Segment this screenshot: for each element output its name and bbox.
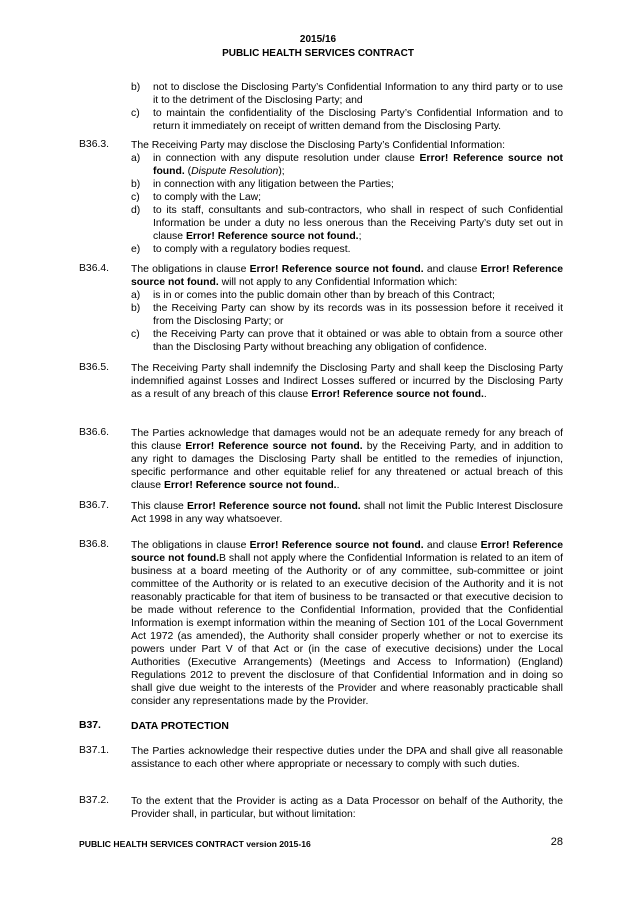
list-item: c) the Receiving Party can prove that it obtained or was able to obtain from a source other than the Disclosing Party without breaching any obligation of confidence. (131, 329, 563, 353)
list-item: c) to comply with the Law; (131, 192, 261, 203)
clause-number: B36.4. (79, 263, 110, 274)
clause-text: The Receiving Party shall indemnify the Disclosing Party and shall keep the Disclosing Party indemnified against Losses and Indirect Losses suffered or incurred by the Disclosing Party as a result of any breach of this clause Error! Reference source not found.. (131, 363, 563, 400)
header-year: 2015/16 (299, 34, 337, 45)
clause-text: The obligations in clause Error! Reference source not found. and clause Error! Reference source not found.B shall not apply where the Confidential Information is related to an item of business at a board meeting of the Authority or of any committee, sub-committee or joint committee of the Authority or is related to an executive decision of the Authority and it is not reasonably practicable for that item of business to be transacted or that executive decision to be made without reference to the Confidential Information, provided that the Confidential Information is exempt information within the meaning of Section 101 of the Local Government Act 1972 (as amended), the Authority shall consider properly whether or not to exercise its powers under Part V of that Act or (in the case of executive decisions) under the Local Authorities (Executive Arrangements) (Meetings and Access to Information) (England) Regulations 2012 to prevent the disclosure of that Confidential Information and in doing so shall give due weight to the interests of the Provider and where reasonably practicable shall consider any representations made by the Provider. (131, 540, 563, 707)
reference-error: Error! Reference source not found. (131, 264, 563, 288)
page-number: 28 (550, 836, 563, 848)
clause-number: B36.6. (79, 427, 110, 438)
section-b37-heading (79, 720, 563, 733)
clause-b36-4 (79, 263, 563, 354)
reference-error: Error! Reference source not found. (311, 389, 484, 400)
list-item: b) the Receiving Party can show by its records was in its possession before it received it from the Disclosing Party; or (131, 303, 563, 327)
clause-b37-2 (79, 795, 563, 821)
clause-text: This clause Error! Reference source not found. shall not limit the Public Interest Disclosure Act 1998 in any way whatsoever. (131, 501, 563, 525)
clause-b36-7 (79, 500, 563, 526)
clause-b36-3 (79, 139, 563, 256)
clause-number: B36.8. (79, 539, 110, 550)
reference-error: Error! Reference source not found. (163, 480, 337, 491)
clause-number: B37.1. (79, 745, 110, 756)
clause-text: The Parties acknowledge that damages would not be an adequate remedy for any breach of this clause Error! Reference source not found. by the Receiving Party, and in addition to any right to damages the Disclosing Party shall be entitled to the remedies of injunction, specific performance and other equitable relief for any threatened or actual breach of this clause Error! Reference source not found.. (131, 428, 563, 491)
list-item: a) is in or comes into the public domain other than by breach of this Contract; (131, 290, 495, 301)
reference-error: Error! Reference source not found. (186, 501, 361, 512)
clause-b37-1 (79, 745, 563, 771)
list-item: d) to its staff, consultants and sub-contractors, who shall in respect of such Confidential Information be under a duty no less onerous than the Receiving Party’s duty set out in clause Error! Reference source not found.; (131, 205, 563, 242)
clause-number: B36.5. (79, 362, 110, 373)
clause-b36-6 (79, 427, 563, 492)
clause-number: B36.3. (79, 139, 110, 150)
list-item: b) in connection with any litigation between the Parties; (131, 179, 394, 190)
reference-error: Error! Reference source not found. (131, 540, 563, 564)
list-item: c) to maintain the confidentiality of the Disclosing Party’s Confidential Information and to return it immediately on receipt of written demand from the Disclosing Party. (131, 108, 563, 132)
clause-number: B37.2. (79, 795, 110, 806)
header-title: PUBLIC HEALTH SERVICES CONTRACT (222, 48, 414, 59)
reference-error: Error! Reference source not found. (249, 540, 424, 551)
clause-intro: The Receiving Party may disclose the Disclosing Party’s Confidential Information: (131, 140, 506, 151)
reference-error: Error! Reference source not found. (185, 441, 363, 452)
clause-b36-5 (79, 362, 563, 401)
reference-error: Error! Reference source not found. (249, 264, 424, 275)
clause-text: To the extent that the Provider is acting as a Data Processor on behalf of the Authority, the Provider shall, in particular, but without limitation: (131, 796, 563, 820)
clause-b36-8 (79, 539, 563, 708)
reference-error: Error! Reference source not found. (185, 231, 359, 242)
clause-b36-2-continued (79, 81, 563, 133)
footer-title: PUBLIC HEALTH SERVICES CONTRACT version 2015-16 (79, 839, 311, 849)
section-title: DATA PROTECTION (131, 721, 229, 732)
list-item: a) in connection with any dispute resolution under clause Error! Reference source not found. (Dispute Resolution); (131, 153, 563, 177)
reference-error: Error! Reference source not found. (153, 153, 563, 177)
clause-text: The Parties acknowledge their respective duties under the DPA and shall give all reasonable assistance to each other where appropriate or necessary to comply with such duties. (131, 746, 563, 770)
list-item: b) not to disclose the Disclosing Party’s Confidential Information to any third party or to use it to the detriment of the Disclosing Party; and (131, 82, 563, 106)
list-item: e) to comply with a regulatory bodies request. (131, 244, 351, 255)
section-number: B37. (79, 720, 101, 731)
clause-intro: The obligations in clause Error! Reference source not found. and clause Error! Reference source not found. will not apply to any Confidential Information which: (131, 264, 563, 288)
clause-number: B36.7. (79, 500, 110, 511)
